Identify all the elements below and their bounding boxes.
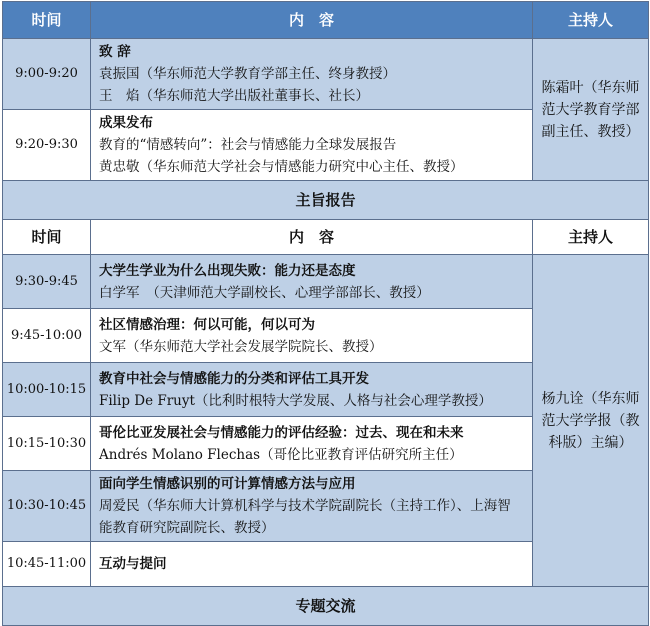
- row-speaker: 王 焰（华东师范大学出版社董事长、社长）: [99, 88, 369, 104]
- subheader-host: 主持人: [533, 220, 649, 255]
- row-time: 9:20-9:30: [3, 110, 91, 181]
- row-speaker: 黄忠敬（华东师范大学社会与情感能力研究中心主任、教授）: [99, 159, 464, 175]
- row-time: 9:30-9:45: [3, 255, 91, 309]
- header-time: 时间: [3, 2, 91, 39]
- row-speaker: 文军（华东师范大学社会发展学院院长、教授）: [99, 338, 383, 355]
- row-text: 教育的“情感转向”：社会与情感能力全球发展报告: [99, 137, 397, 153]
- row-content: [91, 39, 533, 110]
- row-time: 10:30-10:45: [3, 471, 91, 542]
- row-title: 成果发布: [99, 115, 153, 131]
- row-speaker: 白学军 （天津师范大学副校长、心理学部部长、教授）: [99, 284, 430, 301]
- header-host: 主持人: [533, 2, 649, 39]
- opening-host: 陈霜叶（华东师范大学教育学部副主任、教授）: [533, 39, 649, 181]
- row-speaker: Filip De Fruyt（比利时根特大学发展、人格与社会心理学教授）: [99, 392, 492, 409]
- row-title: 面向学生情感识别的可计算情感方法与应用: [99, 476, 356, 492]
- row-time: 10:45-11:00: [3, 542, 91, 587]
- row-time: 10:15-10:30: [3, 417, 91, 471]
- section-title-keynote: 主旨报告: [3, 181, 649, 220]
- section-row-forum: [3, 587, 649, 626]
- row-content: [91, 363, 533, 417]
- row-time: 9:45-10:00: [3, 309, 91, 363]
- subheader-time: 时间: [3, 220, 91, 255]
- keynote-row-1: [3, 255, 649, 309]
- row-content: [91, 110, 533, 181]
- row-title: 教育中社会与情感能力的分类和评估工具开发: [99, 370, 369, 387]
- row-content: [91, 255, 533, 309]
- header-row: [3, 2, 649, 39]
- header-content: 内 容: [91, 2, 533, 39]
- row-content: [91, 417, 533, 471]
- row-speaker: 周爱民（华东师大计算机科学与技术学院副院长（主持工作）、上海智能教育研究院副院长、教授）: [99, 498, 511, 536]
- section-title-forum: 专题交流: [3, 587, 649, 626]
- row-time: 9:00-9:20: [3, 39, 91, 110]
- row-title: 致 辞: [99, 44, 131, 60]
- subheader-content: 内 容: [91, 220, 533, 255]
- row-speaker: 袁振国（华东师范大学教育学部主任、终身教授）: [99, 66, 396, 82]
- row-speaker: Andrés Molano Flechas（哥伦比亚教育评估研究所主任）: [99, 446, 463, 463]
- row-content: [91, 542, 533, 587]
- row-content: [91, 309, 533, 363]
- opening-row-1: [3, 39, 649, 110]
- keynote-host: 杨九诠（华东师范大学学报（教科版）主编）: [533, 255, 649, 587]
- agenda-table: [2, 1, 649, 626]
- section-row-keynote: [3, 181, 649, 220]
- subheader-row: [3, 220, 649, 255]
- row-title: 社区情感治理：何以可能，何以可为: [99, 316, 315, 333]
- row-content: [91, 471, 533, 542]
- row-title: 互动与提问: [99, 556, 167, 572]
- row-title: 大学生学业为什么出现失败：能力还是态度: [99, 262, 356, 279]
- row-title: 哥伦比亚发展社会与情感能力的评估经验：过去、现在和未来: [99, 424, 464, 441]
- row-time: 10:00-10:15: [3, 363, 91, 417]
